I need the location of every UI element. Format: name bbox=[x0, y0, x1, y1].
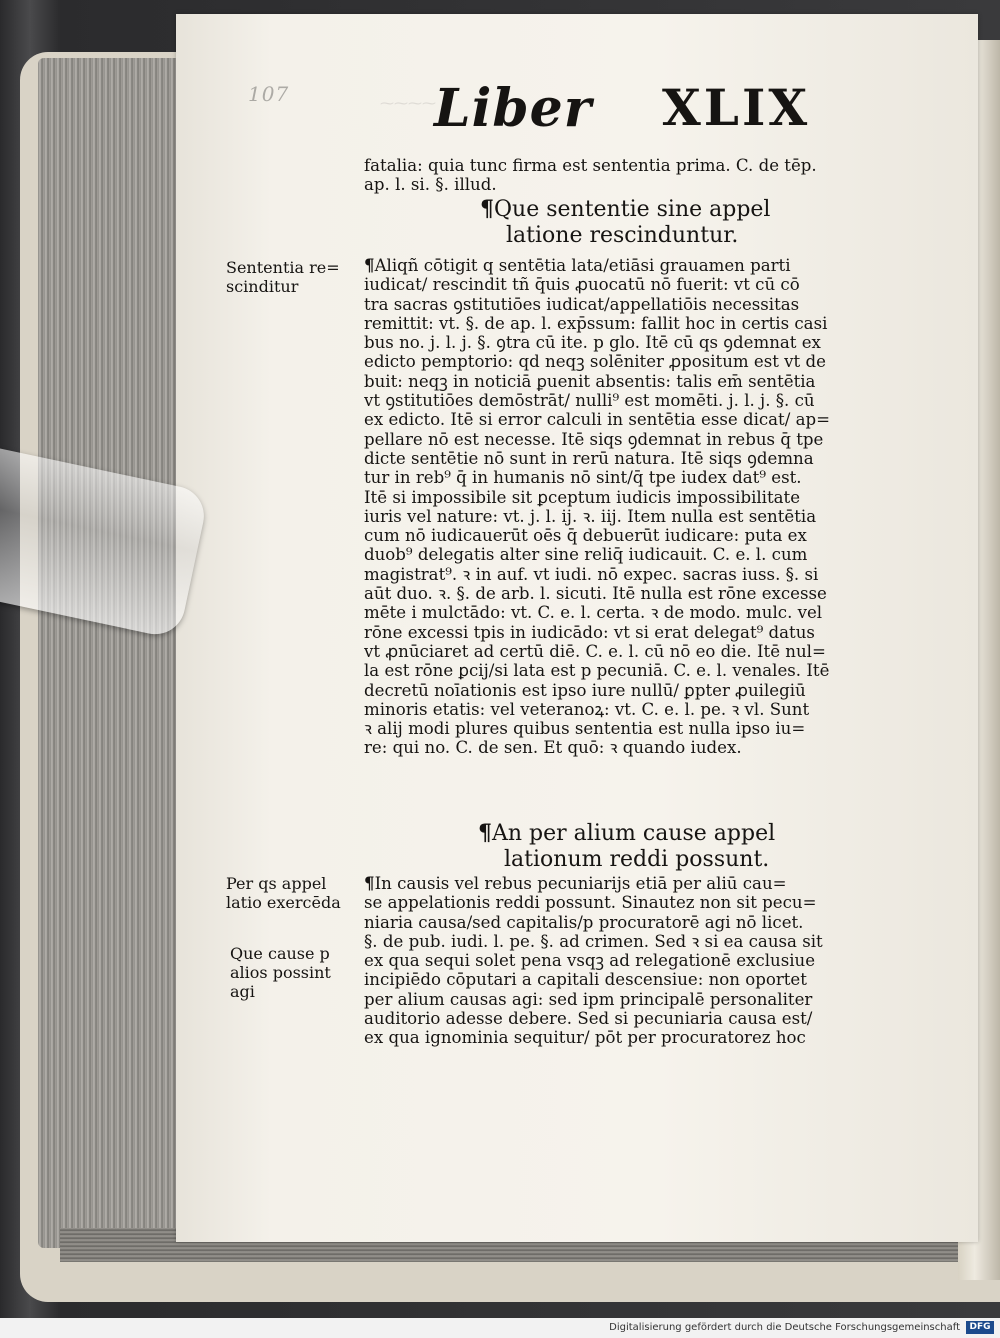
text-line: tra sacras ꝯstitutiōes iudicat/appellatiōis necessitas bbox=[364, 294, 800, 314]
text-line: aūt duo. ꝛ. §. de arb. l. sicuti. Itē nulla est rōne excesse bbox=[364, 584, 827, 604]
text-line: auditorio adesse debere. Sed si pecuniaria causa est/ bbox=[364, 1009, 813, 1029]
margin-note-line: alios possint bbox=[230, 963, 331, 982]
text-line: se appelationis reddi possunt. Sinautez non sit pecu= bbox=[364, 893, 817, 913]
funding-credit: Digitalisierung gefördert durch die Deutsche Forschungsgemeinschaft bbox=[609, 1322, 960, 1333]
text-line: rōne excessi tpis in iudicādo: vt si erat delegat⁹ datus bbox=[364, 622, 815, 642]
margin-note-line: scinditur bbox=[226, 277, 299, 296]
text-line: ex edicto. Itē si error calculi in sentētia esse dicat/ ap= bbox=[364, 410, 831, 430]
text-line: remittit: vt. §. de ap. l. exp̄ssum: fallit hoc in certis casi bbox=[364, 313, 828, 333]
margin-note-line: Per qs appel bbox=[226, 874, 327, 893]
text-line: per alium causas agi: sed ipm principalē personaliter bbox=[364, 989, 813, 1009]
text-line: vt ꝯstitutiōes demōstrāt/ nulli⁹ est momēti. j. l. j. §. cū bbox=[364, 391, 815, 411]
text-line: ꝛ alij modi plures quibus sententia est nulla ipso iu= bbox=[364, 719, 806, 739]
text-line: niaria causa/sed capitalis/p procuratorē agi nō licet. bbox=[364, 912, 804, 932]
text-line-content: Aliqñ cōtigit q sentētia lata/etiāsi grauamen parti bbox=[374, 256, 791, 275]
section-paragraph bbox=[364, 874, 880, 1048]
text-line: iudicat/ rescindit tñ q̄uis ꝓuocatū nō fuerit: vt cū cō bbox=[364, 275, 800, 295]
margin-note-line: latio exercēda bbox=[226, 893, 341, 912]
text-line bbox=[364, 874, 880, 893]
heading-line bbox=[478, 820, 775, 847]
section-heading bbox=[480, 196, 770, 249]
header-liber: Liber bbox=[434, 78, 593, 139]
text-line: dicte sentētie nō sunt in rerū natura. Itē siqs ꝯdemna bbox=[364, 448, 814, 468]
text-line: cum nō iudicauerūt oēs q̄ debuerūt iudicare: puta ex bbox=[364, 526, 807, 546]
text-line: pellare nō est necesse. Itē siqs ꝯdemnat in rebus q̄ tpe bbox=[364, 429, 824, 449]
header-book-numeral: XLIX bbox=[662, 78, 811, 137]
page-number: 107 bbox=[248, 82, 290, 106]
text-line: §. de pub. iudi. l. pe. §. ad crimen. Sed ꝛ si ea causa sit bbox=[364, 931, 823, 951]
text-line: ex qua sequi solet pena vsqꝫ ad relegationē exclusiue bbox=[364, 951, 816, 971]
heading-line bbox=[480, 196, 770, 223]
section-heading bbox=[478, 820, 775, 873]
margin-note bbox=[230, 944, 331, 1001]
text-line: decretū noīationis est ipso iure nullū/ ꝑpter ꝓuilegiū bbox=[364, 680, 806, 700]
text-line: ex qua ignominia sequitur/ pōt per procuratorez hoc bbox=[364, 1028, 806, 1048]
margin-note-line: Sententia re= bbox=[226, 258, 340, 277]
heading-line: lationum reddi possunt. bbox=[504, 847, 770, 872]
pilcrow-icon: ¶ bbox=[364, 874, 375, 893]
running-header bbox=[434, 78, 834, 142]
text-line: tur in reb⁹ q̄ in humanis nō sint/q̄ tpe iudex dat⁹ est. bbox=[364, 468, 802, 488]
text-line: iuris vel nature: vt. j. l. ij. ꝛ. iij. Item nulla est sentētia bbox=[364, 506, 817, 526]
heading-text: An per alium cause appel bbox=[492, 821, 776, 846]
text-line: Itē si impossibile sit ꝑceptum iudicis impossibilitate bbox=[364, 487, 801, 507]
text-line: fatalia: quia tunc firma est sententia prima. C. de tēp. bbox=[364, 156, 817, 175]
text-line: la est rōne ꝑcij/si lata est p pecuniā. C. e. l. venales. Itē bbox=[364, 661, 830, 681]
text-line bbox=[364, 256, 880, 275]
margin-note bbox=[226, 874, 341, 912]
pilcrow-icon: ¶ bbox=[364, 256, 375, 275]
text-line: ap. l. si. §. illud. bbox=[364, 175, 497, 195]
text-line: buit: neqꝫ in noticiā ꝑuenit absentis: talis em̄ sentētia bbox=[364, 371, 816, 391]
text-line: mēte i mulctādo: vt. C. e. l. certa. ꝛ de modo. mulc. vel bbox=[364, 603, 823, 623]
dfg-logo: DFG bbox=[966, 1321, 994, 1334]
text-line: bus no. j. l. j. §. ꝯtra cū ite. p glo. Itē cū qs ꝯdemnat ex bbox=[364, 333, 821, 353]
pilcrow-icon: ¶ bbox=[480, 196, 494, 222]
pilcrow-icon: ¶ bbox=[478, 820, 492, 846]
margin-note-line: Que cause p bbox=[230, 944, 330, 963]
section-paragraph bbox=[364, 256, 880, 758]
text-line: re: qui no. C. de sen. Et quō: ꝛ quando iudex. bbox=[364, 738, 742, 758]
text-line: vt ꝓnūciaret ad certū diē. C. e. l. cū nō eo die. Itē nul= bbox=[364, 641, 826, 661]
margin-note-line: agi bbox=[230, 982, 255, 1001]
heading-line: latione rescinduntur. bbox=[506, 223, 739, 248]
heading-text: Que sententie sine appel bbox=[494, 197, 771, 222]
text-line: incipiēdo cōputari a capitali descensiue: non oportet bbox=[364, 970, 807, 990]
text-line: edicto pemptorio: qd̄ neqꝫ solēniter ꝓpositum est vt de bbox=[364, 352, 826, 372]
text-line: minoris etatis: vel veteranoꝝ: vt. C. e. l. pe. ꝛ vl. Sunt bbox=[364, 699, 810, 719]
text-line: duob⁹ delegatis alter sine reliq̄ iudicauit. C. e. l. cum bbox=[364, 545, 808, 565]
intro-paragraph bbox=[364, 156, 880, 195]
bleed-through: ⁓⁓⁓⁓ bbox=[380, 96, 436, 112]
margin-note bbox=[226, 258, 340, 296]
page-stack-edge bbox=[38, 58, 188, 1248]
text-line: magistrat⁹. ꝛ in auf. vt iudi. nō expec. sacras iuss. §. si bbox=[364, 564, 819, 584]
text-line-content: In causis vel rebus pecuniarijs etiā per aliū cau= bbox=[374, 874, 787, 893]
